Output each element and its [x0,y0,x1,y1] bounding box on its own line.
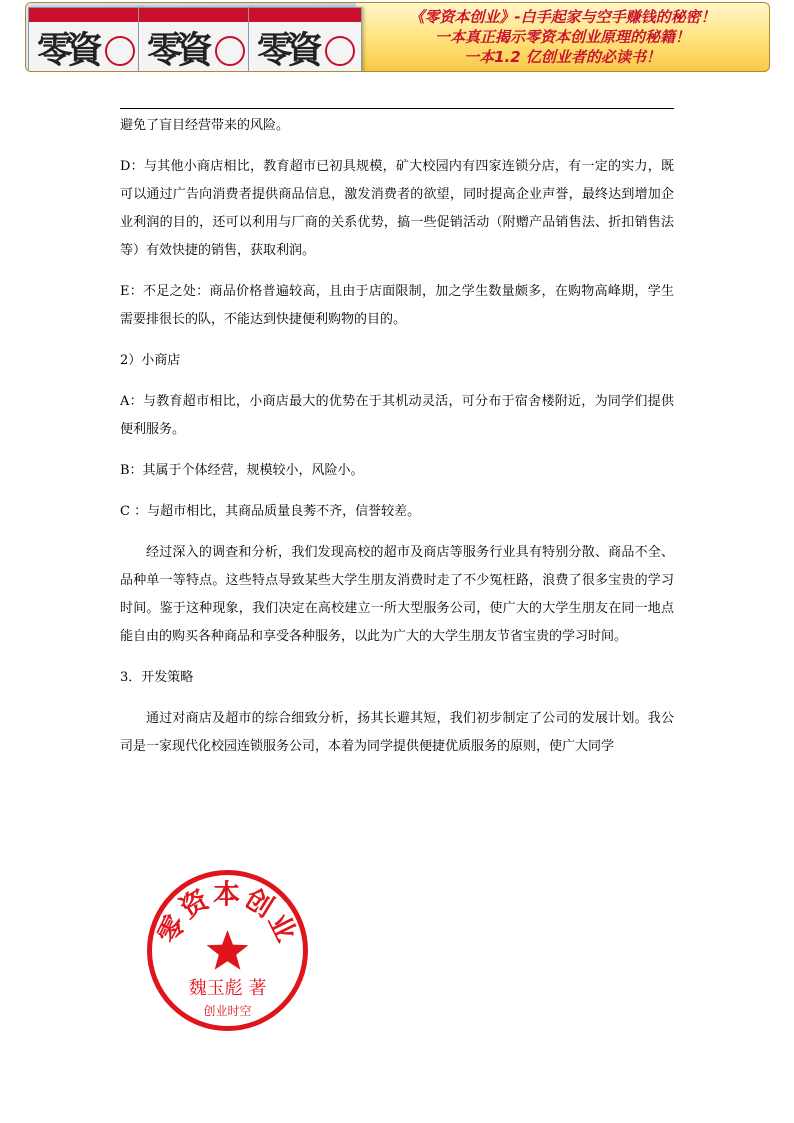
paragraph: E：不足之处：商品价格普遍较高，且由于店面限制，加之学生数量颇多，在购物高峰期，学生需要排很长的队，不能达到快捷便利购物的目的。 [120,284,674,327]
document-body [120,112,674,774]
paragraph: 2）小商店 [120,353,181,368]
book-cover-title: 零資 [37,29,98,71]
author-seal [145,868,310,1033]
paragraph: B：其属于个体经营，规模较小，风险小。 [120,463,364,478]
seal-author: 魏玉彪 著 [188,978,267,999]
banner-slogan [356,7,769,67]
book-cover-title: 零資 [257,29,318,71]
book-cover [28,7,142,72]
seal-arc-text: 零资本创业 [152,879,303,949]
header-banner [25,2,770,72]
book-cover [248,7,362,72]
seal-publisher: 创业时空 [203,1004,252,1018]
star-icon [207,930,249,970]
book-cover [138,7,252,72]
banner-line-3: 一本1.2 亿创业者的必读书！ [464,48,661,66]
paragraph: 避免了盲目经营带来的风险。 [120,118,290,133]
paragraph: 3．开发策略 [120,670,194,685]
paragraph: 通过对商店及超市的综合细致分析，扬其长避其短，我们初步制定了公司的发展计划。我公司是一家现代化校园连锁服务公司，本着为同学提供便捷优质服务的原则，使广大同学 [120,711,674,754]
book-covers [26,3,356,71]
header-rule [120,108,674,109]
banner-line-2: 一本真正揭示零资本创业原理的秘籍！ [434,28,690,46]
paragraph: A：与教育超市相比，小商店最大的优势在于其机动灵活，可分布于宿舍楼附近，为同学们提供便利服务。 [120,394,674,437]
paragraph: 经过深入的调查和分析，我们发现高校的超市及商店等服务行业具有特别分散、商品不全、品种单一等特点。这些特点导致某些大学生朋友消费时走了不少冤枉路，浪费了很多宝贵的学习时间。鉴于这种现象，我们决定在高校建立一所大型服务公司，使广大的大学生朋友在同一地点能自由的购买各种商品和享受各种服务，以此为广大的大学生朋友节省宝贵的学习时间。 [120,545,674,644]
book-cover-title: 零資 [147,29,208,71]
paragraph: C ：与超市相比，其商品质量良莠不齐，信誉较差。 [120,504,421,519]
banner-line-1: 《零资本创业》-白手起家与空手赚钱的秘密！ [409,8,716,26]
paragraph: D：与其他小商店相比，教育超市已初具规模，矿大校园内有四家连锁分店，有一定的实力，既可以通过广告向消费者提供商品信息，激发消费者的欲望，同时提高企业声誉，最终达到增加企业利润的目的，还可以利用与厂商的关系优势，搞一些促销活动（附赠产品销售法、折扣销售法等）有效快捷的销售，获取利润。 [120,159,674,258]
